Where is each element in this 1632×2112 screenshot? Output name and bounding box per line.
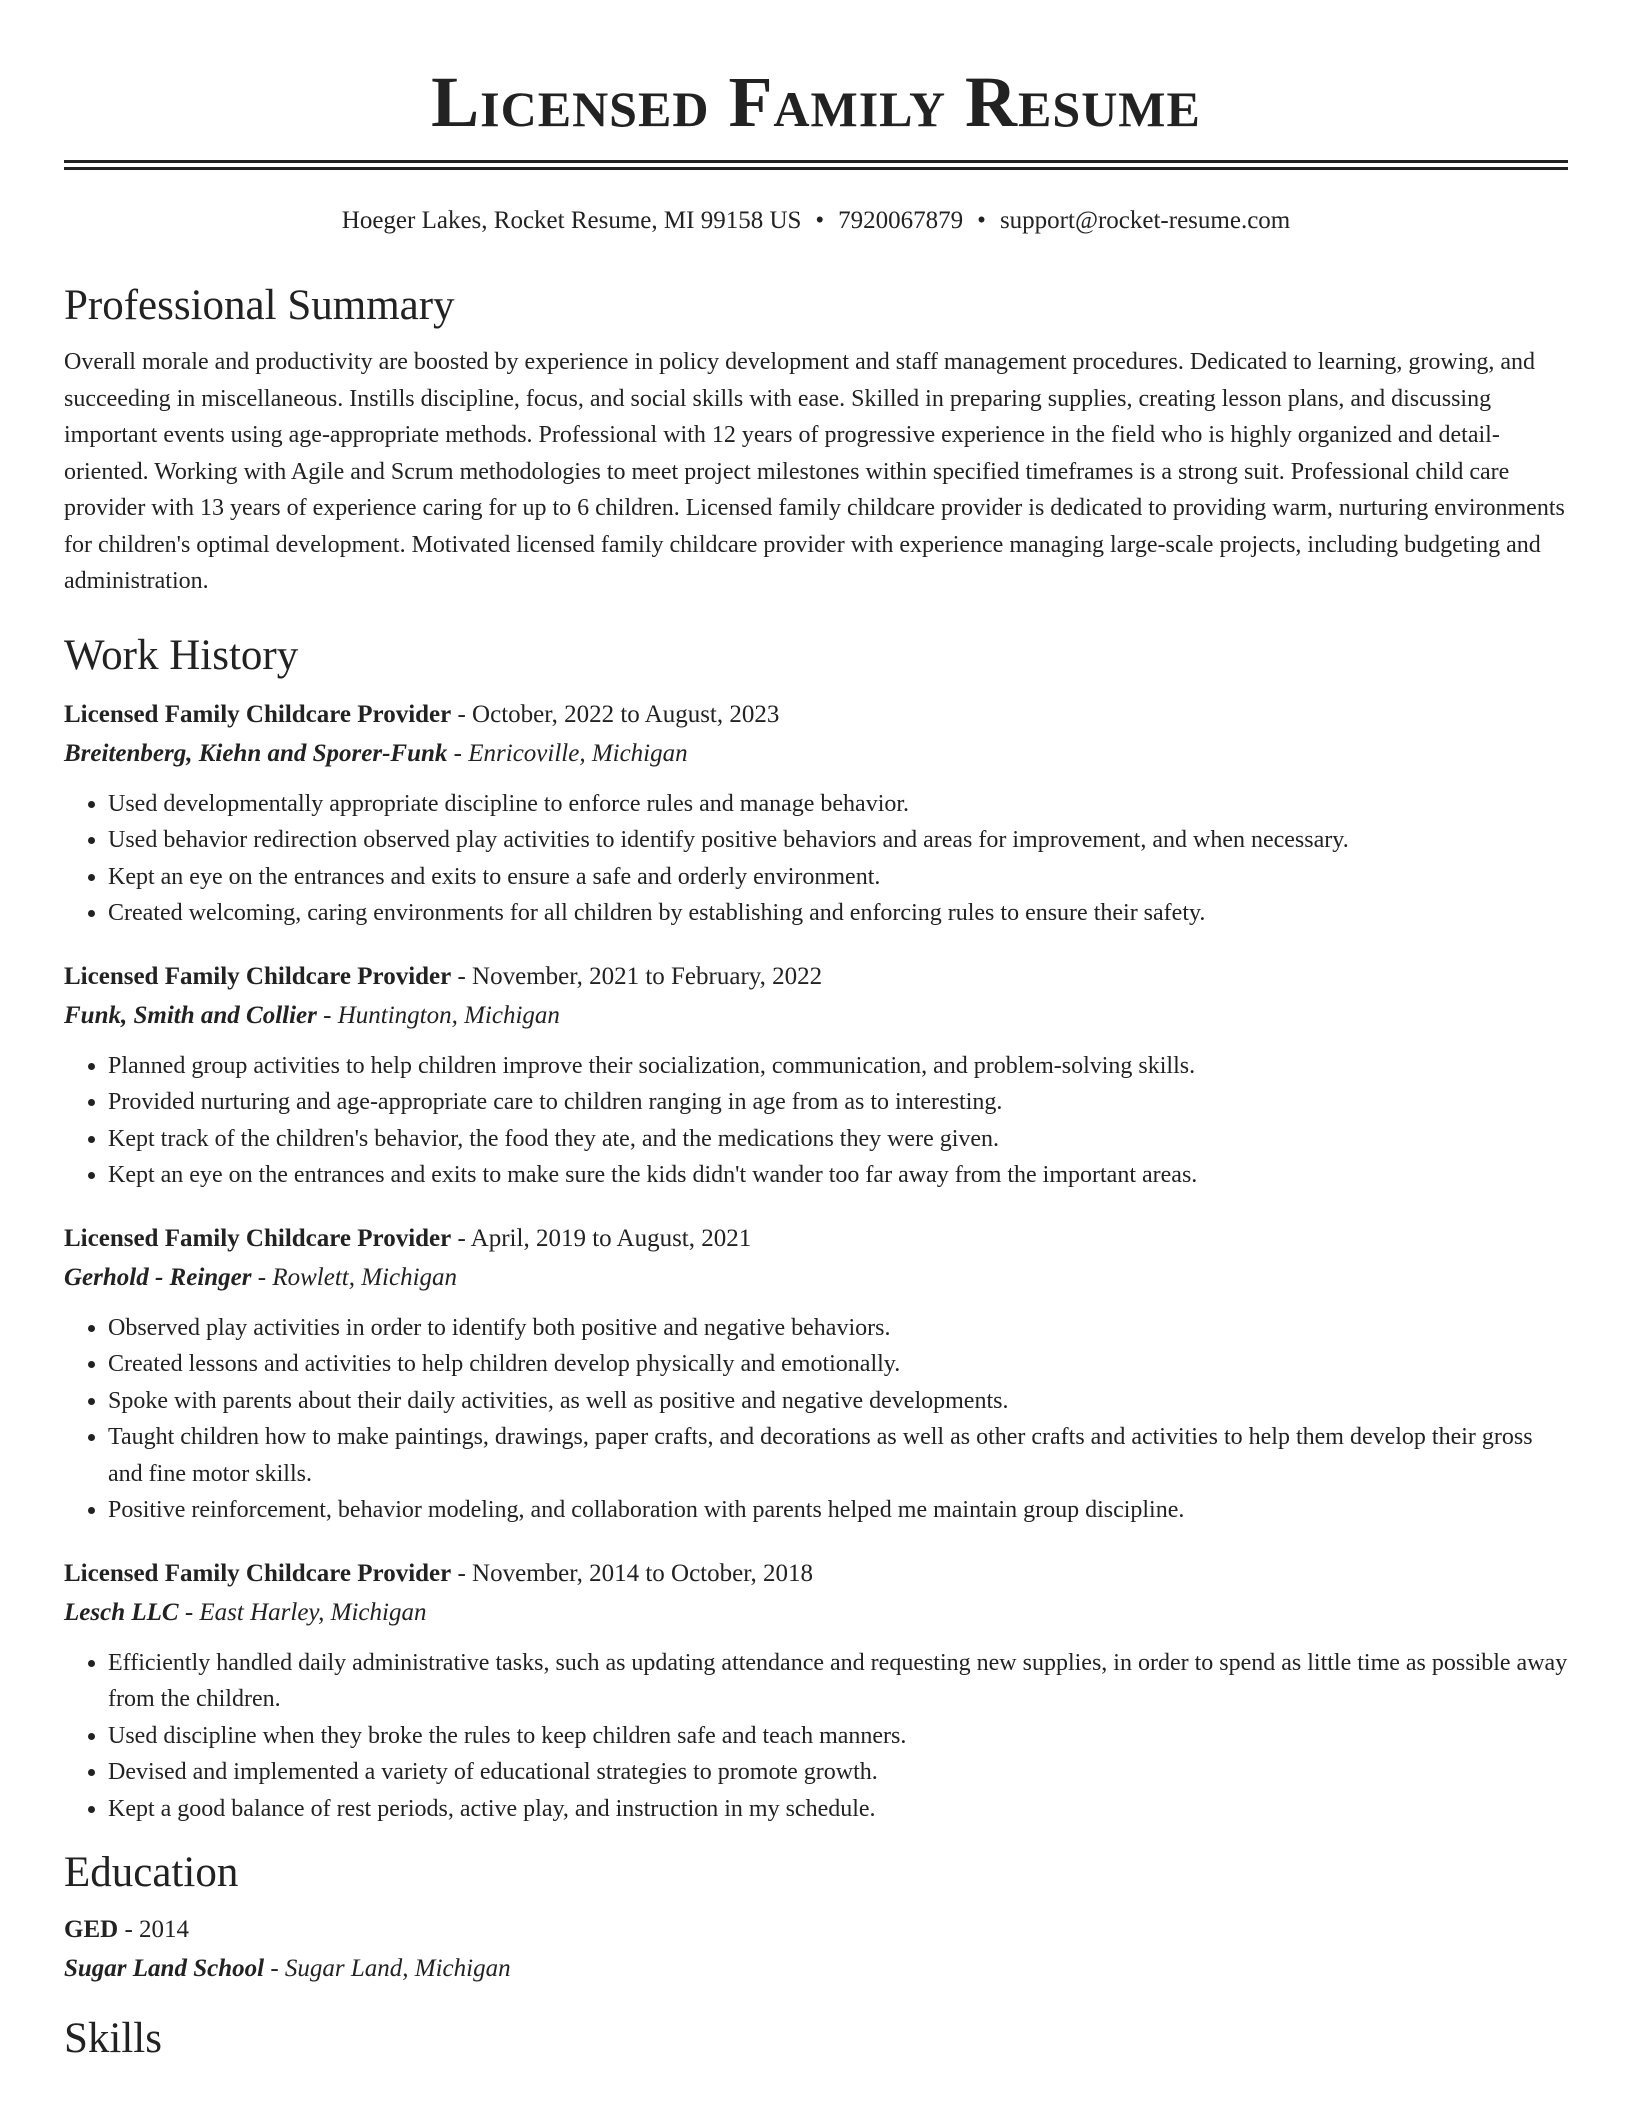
education-school: Sugar Land School xyxy=(64,1955,265,1982)
list-item: • Used behavior redirection observed play activities to identify positive behaviors and areas for improvement, and when necessary. xyxy=(108,822,1568,859)
job-company-line xyxy=(64,1593,1568,1633)
summary-heading: Professional Summary xyxy=(64,282,455,329)
contact-email[interactable]: support@rocket-resume.com xyxy=(999,207,1291,234)
job-company-line xyxy=(64,1258,1568,1298)
job-dates: - November, 2021 to February, 2022 xyxy=(451,962,823,990)
list-item: • Positive reinforcement, behavior modeling, and collaboration with parents helped me maintain group discipline. xyxy=(108,1492,1568,1529)
education-heading: Education xyxy=(64,1849,239,1896)
skills-heading: Skills xyxy=(64,2015,162,2062)
list-item: • Created welcoming, caring environments for all children by establishing and enforcing rules to ensure their safety. xyxy=(108,895,1568,932)
job-entry xyxy=(64,958,1568,1194)
list-item: • Observed play activities in order to identify both positive and negative behaviors. xyxy=(108,1310,1568,1347)
job-location: - Huntington, Michigan xyxy=(316,1001,560,1029)
education-school-line xyxy=(64,1949,1568,1989)
job-title: Licensed Family Childcare Provider xyxy=(64,1559,452,1587)
job-location: - East Harley, Michigan xyxy=(178,1598,427,1626)
education-degree: GED xyxy=(64,1916,119,1943)
job-title: Licensed Family Childcare Provider xyxy=(64,1224,452,1252)
job-dates: - November, 2014 to October, 2018 xyxy=(451,1559,814,1587)
list-item: • Planned group activities to help children improve their socialization, communication, and problem-solving skills. xyxy=(108,1048,1568,1085)
work-history-heading: Work History xyxy=(64,631,299,679)
job-title-line xyxy=(64,1220,1568,1258)
job-entry xyxy=(64,696,1568,932)
list-item: • Kept a good balance of rest periods, active play, and instruction in my schedule. xyxy=(108,1791,1568,1828)
resume-title: Licensed Family Resume xyxy=(431,62,1201,142)
contact-separator: • xyxy=(815,207,825,234)
job-dates: - April, 2019 to August, 2021 xyxy=(451,1224,752,1252)
job-title: Licensed Family Childcare Provider xyxy=(64,962,452,990)
list-item: • Kept an eye on the entrances and exits to ensure a safe and orderly environment. xyxy=(108,859,1568,896)
job-entry xyxy=(64,1220,1568,1529)
job-bullets xyxy=(64,1310,1568,1529)
summary-text: Overall morale and productivity are boosted by experience in policy development and staff management procedures. Dedicated to learning, growing, and succeeding in miscellaneous. Instills discipline, focus, and social skills with ease. Skilled in preparing supplies, creating lesson plans, and discussing important events using age-appropriate methods. Professional with 12 years of progressive experience in the field who is highly organized and detail-oriented. Working with Agile and Scrum methodologies to meet project milestones within specified timeframes is a strong suit. Professional child care provider with 13 years of experience caring for up to 6 children. Licensed family childcare provider is dedicated to providing warm, nurturing environments for children's optimal development. Motivated licensed family childcare provider with experience managing large-scale projects, including budgeting and administration. xyxy=(64,349,1565,594)
contact-line xyxy=(64,204,1568,238)
job-company-line xyxy=(64,996,1568,1036)
job-company-line xyxy=(64,734,1568,774)
contact-phone: 7920067879 xyxy=(838,207,964,234)
job-bullets xyxy=(64,1048,1568,1194)
job-entry xyxy=(64,1555,1568,1828)
list-item: • Kept track of the children's behavior, the food they ate, and the medications they were given. xyxy=(108,1121,1568,1158)
job-location: - Rowlett, Michigan xyxy=(251,1263,458,1291)
job-company: Funk, Smith and Collier xyxy=(64,1001,317,1029)
contact-address: Hoeger Lakes, Rocket Resume, MI 99158 US xyxy=(341,207,802,234)
job-dates: - October, 2022 to August, 2023 xyxy=(451,700,780,728)
job-title: Licensed Family Childcare Provider xyxy=(64,700,452,728)
list-item: • Used discipline when they broke the rules to keep children safe and teach manners. xyxy=(108,1718,1568,1755)
education-entry xyxy=(64,1911,1568,1989)
list-item: • Spoke with parents about their daily activities, as well as positive and negative developments. xyxy=(108,1383,1568,1420)
job-bullets xyxy=(64,786,1568,932)
list-item: • Provided nurturing and age-appropriate care to children ranging in age from as to interesting. xyxy=(108,1084,1568,1121)
education-degree-line xyxy=(64,1911,1568,1949)
education-year: - 2014 xyxy=(118,1916,190,1943)
title-double-rule xyxy=(64,160,1568,170)
list-item: • Created lessons and activities to help children develop physically and emotionally. xyxy=(108,1346,1568,1383)
list-item: • Taught children how to make paintings, drawings, paper crafts, and decorations as well as other crafts and activities to help them develop their gross and fine motor skills. xyxy=(108,1419,1568,1492)
job-title-line xyxy=(64,1555,1568,1593)
job-title-line xyxy=(64,958,1568,996)
job-company: Gerhold - Reinger xyxy=(64,1263,252,1291)
list-item: • Used developmentally appropriate discipline to enforce rules and manage behavior. xyxy=(108,786,1568,823)
job-title-line xyxy=(64,696,1568,734)
list-item: • Devised and implemented a variety of educational strategies to promote growth. xyxy=(108,1754,1568,1791)
contact-separator: • xyxy=(977,207,986,234)
job-location: - Enricoville, Michigan xyxy=(447,739,688,767)
job-company: Breitenberg, Kiehn and Sporer-Funk xyxy=(64,739,448,767)
education-location: - Sugar Land, Michigan xyxy=(264,1955,511,1982)
job-company: Lesch LLC xyxy=(64,1598,179,1626)
list-item: • Efficiently handled daily administrative tasks, such as updating attendance and requesting new supplies, in order to spend as little time as possible away from the children. xyxy=(108,1645,1568,1718)
list-item: • Kept an eye on the entrances and exits to make sure the kids didn't wander too far away from the important areas. xyxy=(108,1157,1568,1194)
job-bullets xyxy=(64,1645,1568,1828)
